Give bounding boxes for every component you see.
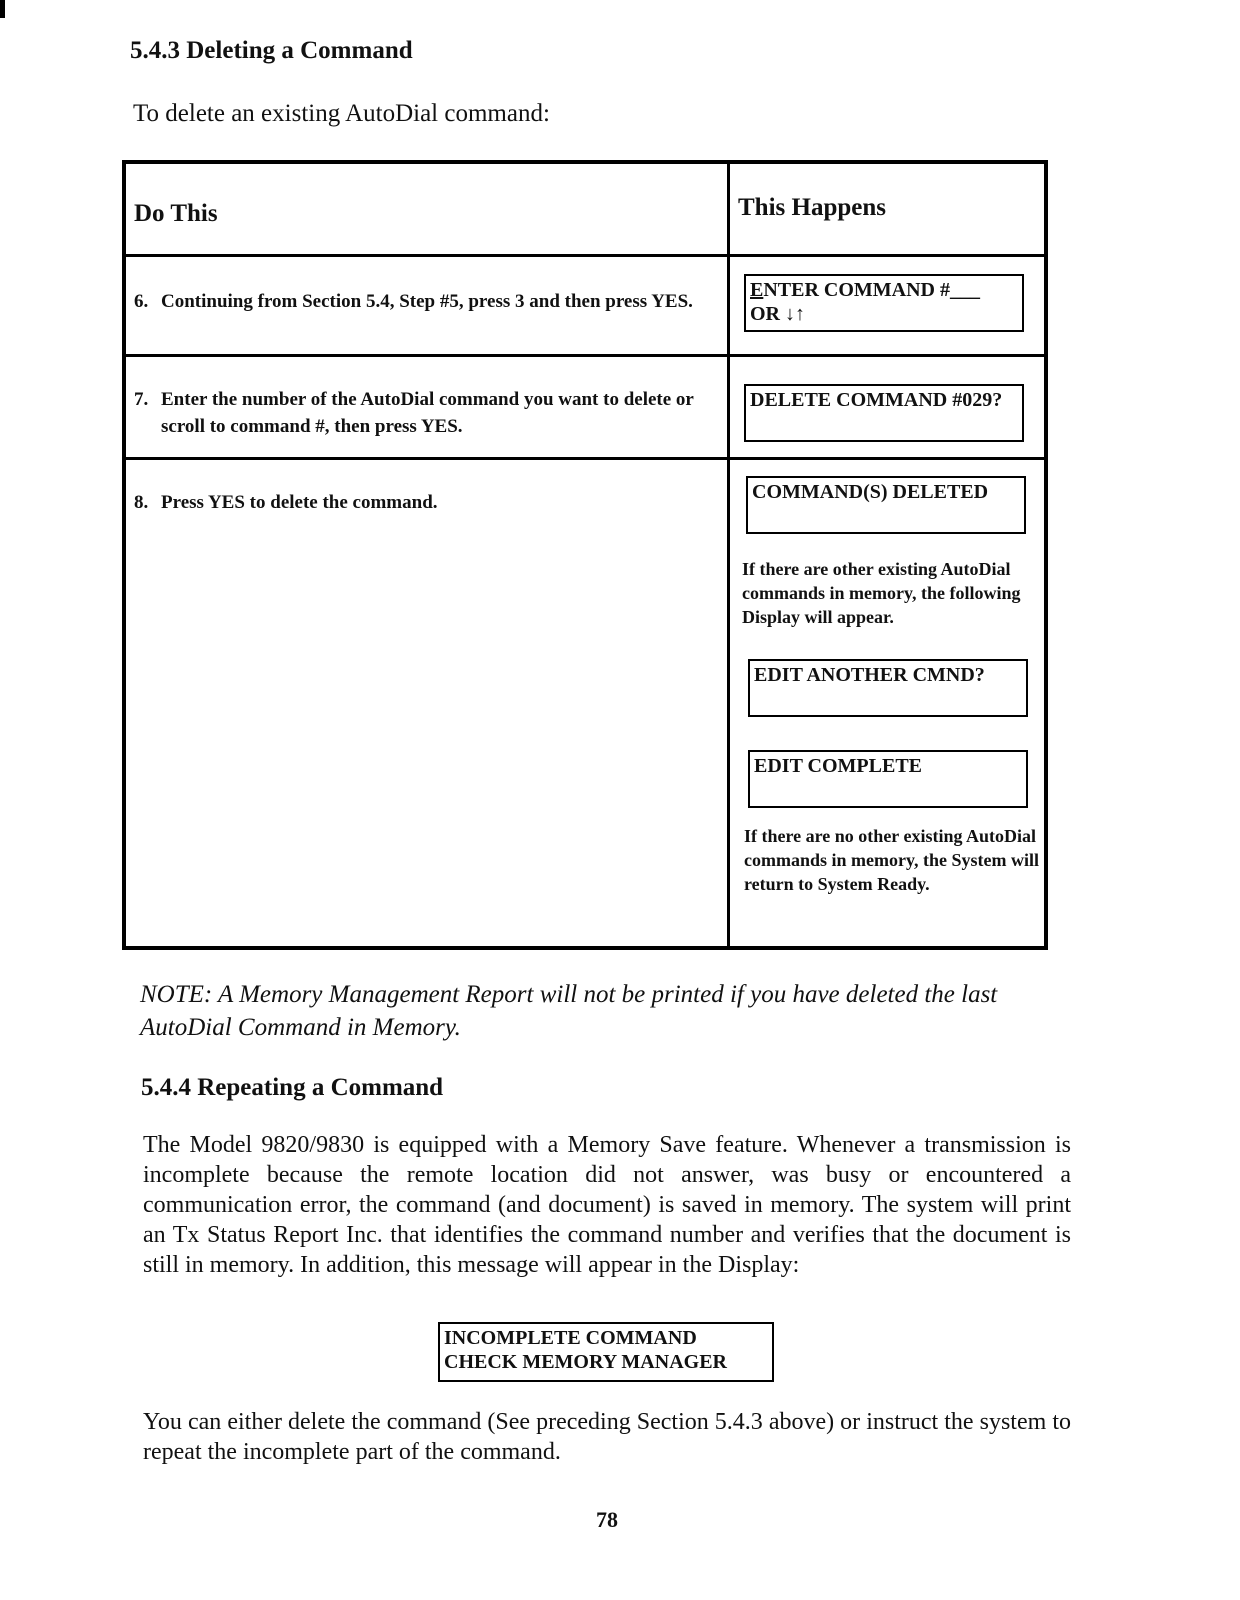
display-line: COMMAND(S) DELETED — [752, 481, 989, 503]
section-heading-deleting: 5.4.3 Deleting a Command — [130, 37, 413, 64]
column-divider — [727, 164, 730, 946]
column-header-do-this: Do This — [134, 200, 218, 227]
intro-text: To delete an existing AutoDial command: — [133, 100, 550, 127]
row-divider — [126, 354, 1044, 357]
display-cursor-char: E — [750, 279, 764, 301]
page-number: 78 — [596, 1507, 618, 1532]
display-line: CHECK MEMORY MANAGER — [444, 1351, 727, 1373]
step-7 — [134, 386, 704, 440]
display-edit-complete — [748, 750, 1028, 808]
step-number: 6. — [134, 291, 149, 312]
note-other-commands-exist: If there are other existing AutoDial commands in memory, the following Display will appear. — [742, 559, 1021, 627]
display-line: EDIT COMPLETE — [754, 755, 922, 777]
display-edit-another — [748, 659, 1028, 717]
display-line: OR ↓↑ — [750, 303, 805, 325]
display-line: EDIT ANOTHER CMND? — [754, 664, 985, 686]
procedure-table — [122, 160, 1048, 950]
section-heading-repeating: 5.4.4 Repeating a Command — [141, 1074, 444, 1101]
step-number: 8. — [134, 492, 149, 513]
step-text: Press YES to delete the command. — [161, 492, 438, 513]
display-line-text: NTER COMMAND #___ — [763, 279, 980, 301]
display-incomplete-command — [438, 1322, 774, 1382]
display-enter-command — [744, 274, 1024, 332]
display-commands-deleted — [746, 476, 1026, 534]
display-line: DELETE COMMAND #029? — [750, 389, 1003, 411]
display-line — [750, 278, 1018, 302]
row-divider — [126, 457, 1044, 460]
display-delete-command — [744, 384, 1024, 442]
step-8 — [134, 489, 704, 516]
note-no-other-commands: If there are no other existing AutoDial commands in memory, the System will return to System Ready. — [744, 826, 1039, 894]
display-line: INCOMPLETE COMMAND — [444, 1327, 697, 1349]
memory-save-paragraph: The Model 9820/9830 is equipped with a Memory Save feature. Whenever a transmission is incomplete because the remote location did not answer, was busy or encountered a communication error, the command (and document) is saved in memory. The system will print an Tx Status Report Inc. that identifies the command number and verifies that the document is still in memory. In addition, this message will appear in the Display: — [143, 1132, 1071, 1278]
step-6 — [134, 288, 704, 315]
page-edge-mark — [0, 0, 5, 18]
delete-or-repeat-paragraph: You can either delete the command (See preceding Section 5.4.3 above) or instruct the system to repeat the incomplete part of the command. — [143, 1409, 1071, 1465]
step-text: Enter the number of the AutoDial command you want to delete or scroll to command #, then press YES. — [161, 389, 694, 437]
row-divider — [126, 254, 1044, 257]
step-number: 7. — [134, 389, 149, 410]
memory-management-note: NOTE: A Memory Management Report will not be printed if you have deleted the last AutoDial Command in Memory. — [140, 981, 998, 1041]
step-text: Continuing from Section 5.4, Step #5, press 3 and then press YES. — [161, 291, 693, 312]
column-header-this-happens: This Happens — [738, 194, 886, 221]
